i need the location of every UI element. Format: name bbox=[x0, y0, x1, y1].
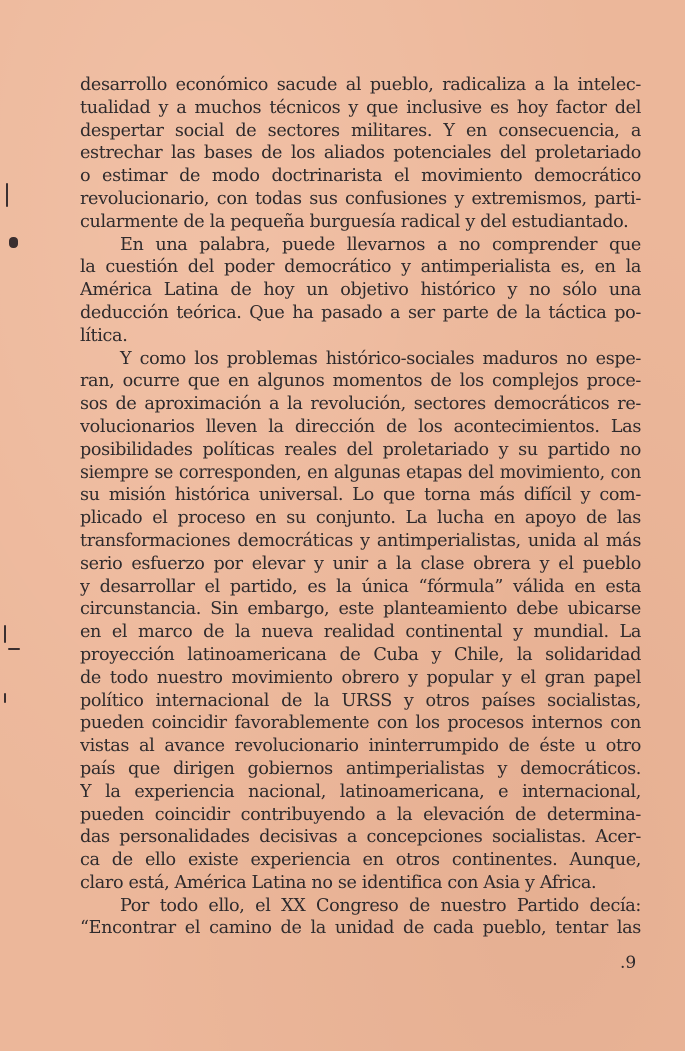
text-line: de todo nuestro movimiento obrero y popular y el gran papel bbox=[80, 667, 641, 688]
text-line: cularmente de la pequeña burguesía radical y del estudiantado. bbox=[80, 211, 629, 232]
text-line: plicado el proceso en su conjunto. La lucha en apoyo de las bbox=[80, 508, 641, 529]
text-line: país que dirigen gobiernos antimperialistas y democráticos. bbox=[80, 758, 641, 779]
text-line: Y la experiencia nacional, latinoamericana, e internacional, bbox=[80, 781, 641, 802]
text-line: pueden coincidir favorablemente con los procesos internos con bbox=[80, 713, 641, 734]
text-line: América Latina de hoy un objetivo histórico y no sólo una bbox=[80, 280, 641, 301]
text-line: circunstancia. Sin embargo, este planteamiento debe ubicarse bbox=[80, 599, 641, 620]
text-line: despertar social de sectores militares. Y en consecuencia, a bbox=[80, 120, 641, 141]
text-line: sos de aproximación a la revolución, sectores democráticos re- bbox=[80, 394, 641, 415]
body-text bbox=[80, 74, 641, 940]
text-line: siempre se corresponden, en algunas etapas del movimiento, con bbox=[80, 462, 641, 483]
text-line: posibilidades políticas reales del proletariado y su partido no bbox=[80, 439, 641, 460]
text-line: transformaciones democráticas y antimperialistas, unida al más bbox=[80, 530, 641, 551]
text-line: y desarrollar el partido, es la única “fórmula” válida en esta bbox=[80, 576, 641, 597]
text-line: estrechar las bases de los aliados potenciales del proletariado bbox=[80, 143, 641, 164]
text-line: su misión histórica universal. Lo que torna más difícil y com- bbox=[80, 485, 641, 506]
text-line: la cuestión del poder democrático y antimperialista es, en la bbox=[80, 257, 641, 278]
text-line: En una palabra, puede llevarnos a no comprender que bbox=[120, 234, 641, 255]
text-line: en el marco de la nueva realidad continental y mundial. La bbox=[80, 622, 641, 643]
text-line: vistas al avance revolucionario ininterrumpido de éste u otro bbox=[80, 736, 641, 757]
text-line: desarrollo económico sacude al pueblo, radicaliza a la intelec- bbox=[80, 75, 641, 95]
margin-mark bbox=[4, 625, 6, 643]
text-line: Y como los problemas histórico-sociales maduros no espe- bbox=[120, 348, 641, 369]
text-line: serio esfuerzo por elevar y unir a la clase obrera y el pueblo bbox=[80, 553, 641, 574]
text-line: lítica. bbox=[80, 325, 128, 346]
text-line: volucionarios lleven la dirección de los acontecimientos. Las bbox=[80, 416, 641, 437]
margin-mark bbox=[6, 183, 8, 207]
text-line: pueden coincidir contribuyendo a la elevación de determina- bbox=[80, 804, 641, 825]
page-number: .9 bbox=[620, 953, 637, 973]
margin-mark bbox=[8, 648, 20, 650]
text-line: claro está, América Latina no se identifica con Asia y Africa. bbox=[80, 872, 597, 893]
margin-mark bbox=[4, 693, 6, 703]
text-line: proyección latinoamericana de Cuba y Chile, la solidaridad bbox=[80, 644, 641, 665]
text-line: o estimar de modo doctrinarista el movimiento democrático bbox=[80, 166, 641, 187]
text-line: das personalidades decisivas a concepciones socialistas. Acer- bbox=[80, 827, 641, 848]
text-line: ran, ocurre que en algunos momentos de los complejos proce- bbox=[80, 371, 641, 392]
margin-mark bbox=[9, 237, 18, 248]
text-line: “Encontrar el camino de la unidad de cada pueblo, tentar las bbox=[80, 918, 641, 939]
text-line: Por todo ello, el XX Congreso de nuestro Partido decía: bbox=[120, 895, 641, 916]
text-line: político internacional de la URSS y otros países socialistas, bbox=[80, 690, 641, 711]
text-line: tualidad y a muchos técnicos y que inclusive es hoy factor del bbox=[80, 97, 641, 118]
text-line: revolucionario, con todas sus confusiones y extremismos, parti- bbox=[80, 188, 641, 209]
text-line: deducción teórica. Que ha pasado a ser parte de la táctica po- bbox=[80, 302, 641, 323]
text-line: ca de ello existe experiencia en otros continentes. Aunque, bbox=[80, 850, 641, 871]
